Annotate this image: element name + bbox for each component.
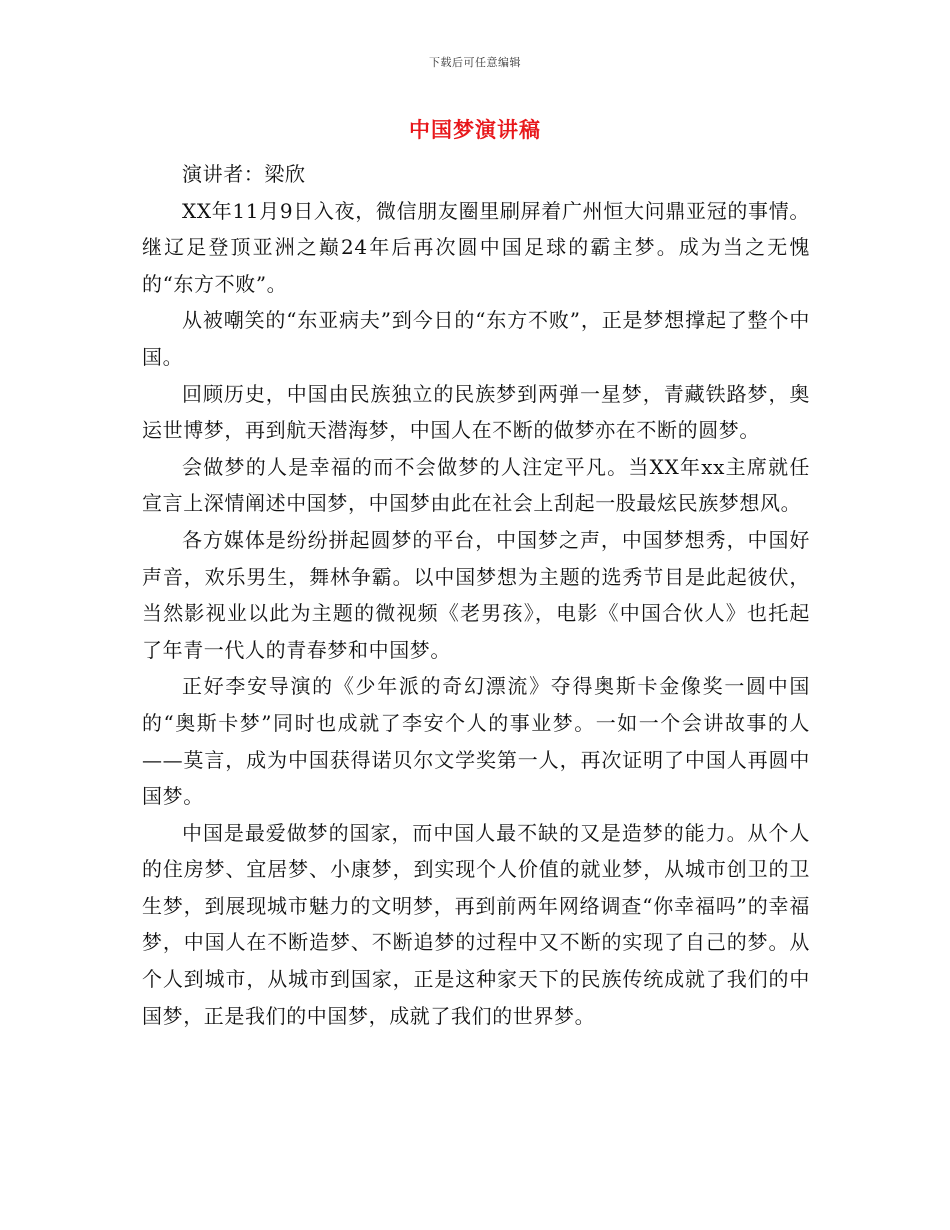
speaker-line: 演讲者：梁欣 xyxy=(182,162,306,186)
header-note: 下载后可任意编辑 xyxy=(429,56,521,69)
document-title: 中国梦演讲稿 xyxy=(409,117,541,142)
paragraph: 中国是最爱做梦的国家，而中国人最不缺的又是造梦的能力。从个人的住房梦、宜居梦、小康梦，到实现个人价值的就业梦，从城市创卫的卫生梦，到展现城市魅力的文明梦，再到前两年网络调查“你幸福吗”的幸福梦，中国人在不断造梦、不断追梦的过程中又不断的实现了自己的梦。从个人到城市，从城市到国家，正是这种家天下的民族传统成就了我们的中国梦，正是我们的中国梦，成就了我们的世界梦。 xyxy=(142,820,810,1028)
paragraph: 回顾历史，中国由民族独立的民族梦到两弹一星梦，青藏铁路梦，奥运世博梦，再到航天潜海梦，中国人在不断的做梦亦在不断的圆梦。 xyxy=(142,381,810,443)
paragraph: 会做梦的人是幸福的而不会做梦的人注定平凡。当XX年xx主席就任宣言上深情阐述中国梦，中国梦由此在社会上刮起一股最炫民族梦想风。 xyxy=(142,454,810,516)
paragraph: 正好李安导演的《少年派的奇幻漂流》夺得奥斯卡金像奖一圆中国的“奥斯卡梦”同时也成就了李安个人的事业梦。一如一个会讲故事的人——莫言，成为中国获得诺贝尔文学奖第一人，再次证明了中国人再圆中国梦。 xyxy=(142,674,810,809)
paragraph: 各方媒体是纷纷拼起圆梦的平台，中国梦之声，中国梦想秀，中国好声音，欢乐男生，舞林争霸。以中国梦想为主题的选秀节目是此起彼伏，当然影视业以此为主题的微视频《老男孩》，电影《中国合伙人》也托起了年青一代人的青春梦和中国梦。 xyxy=(142,527,810,662)
paragraph: XX年11月9日入夜，微信朋友圈里刷屏着广州恒大问鼎亚冠的事情。继辽足登顶亚洲之巅24年后再次圆中国足球的霸主梦。成为当之无愧的“东方不败”。 xyxy=(142,198,810,296)
paragraph: 从被嘲笑的“东亚病夫”到今日的“东方不败”，正是梦想撑起了整个中国。 xyxy=(142,308,810,369)
document-body xyxy=(142,156,810,1034)
